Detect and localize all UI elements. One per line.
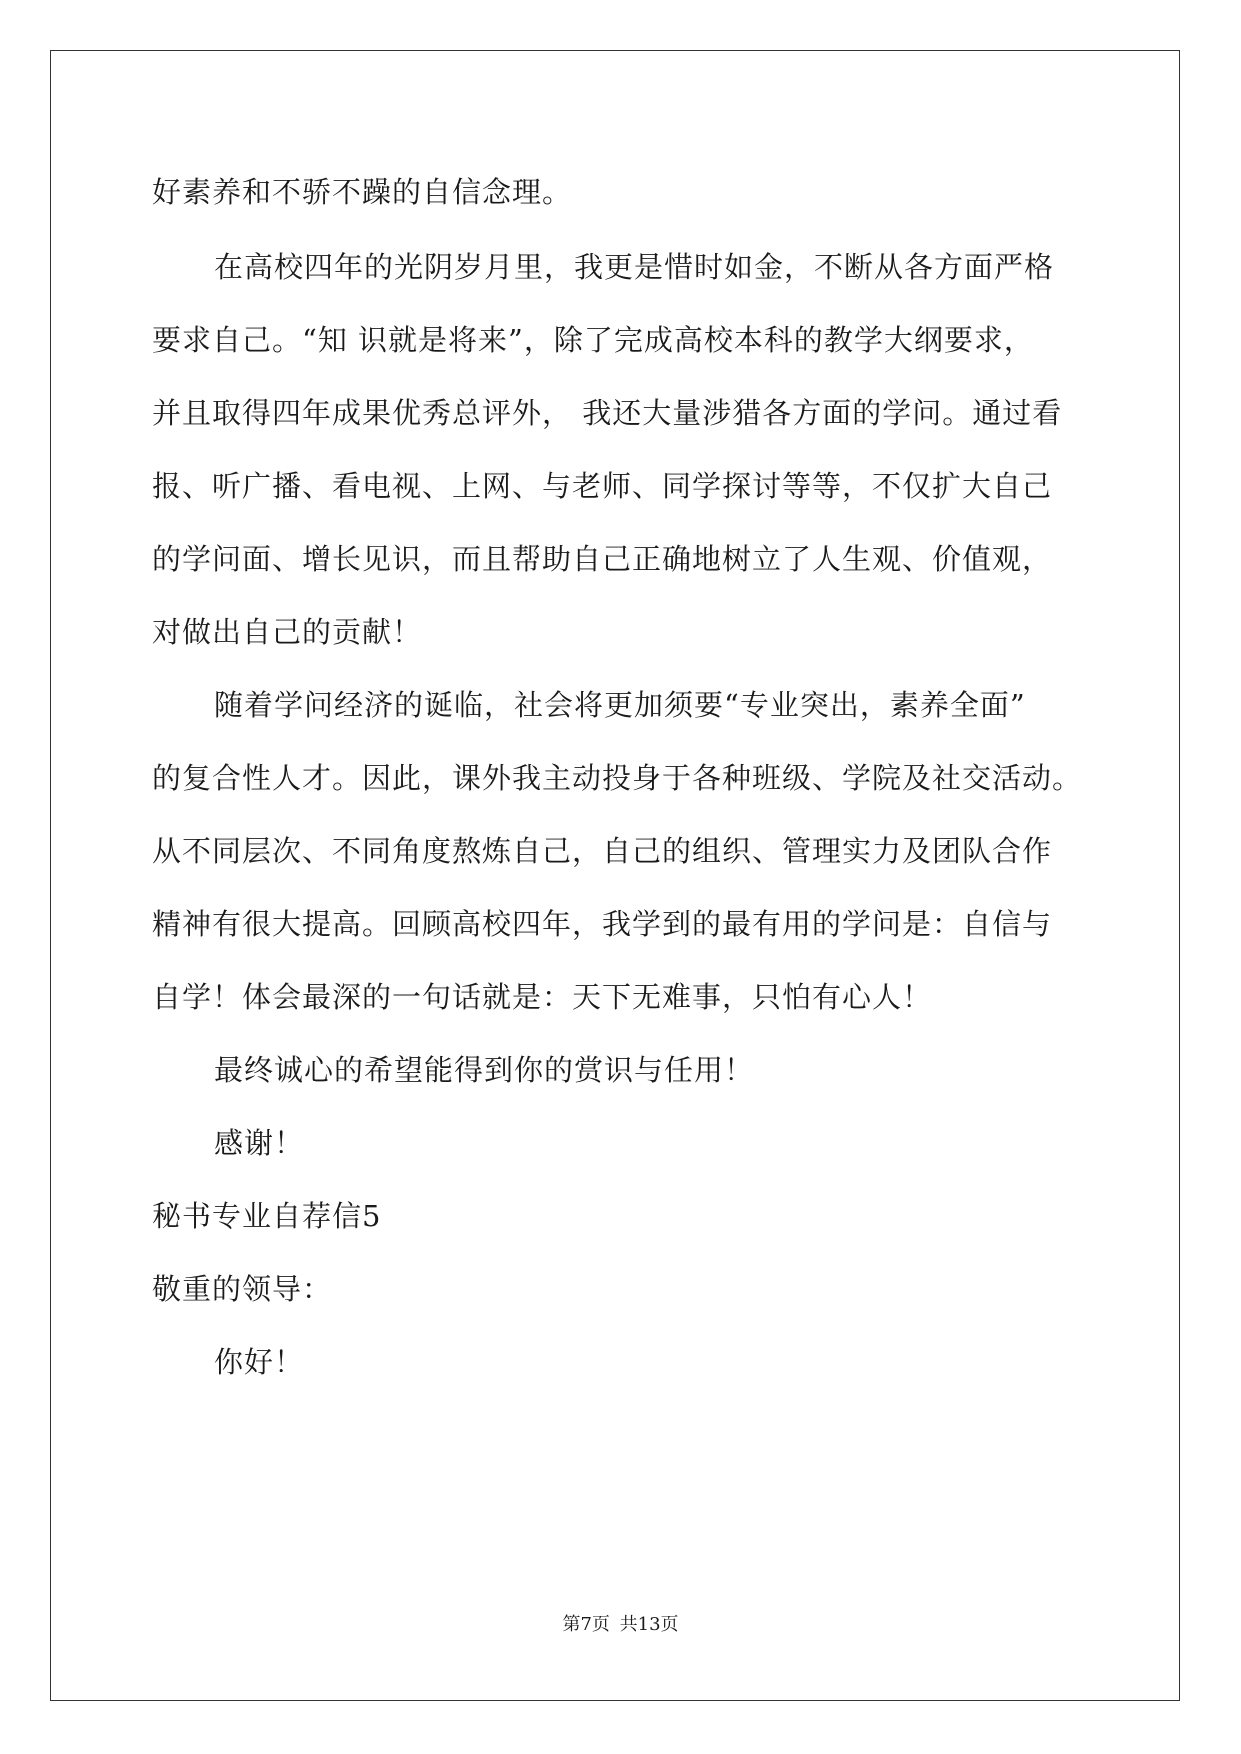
- section-title: 秘书专业自荐信5: [152, 1199, 382, 1233]
- text-line: 自学！体会最深的一句话就是：天下无难事，只怕有心人！: [152, 980, 933, 1014]
- page-number: 第7页: [562, 1614, 610, 1635]
- total-pages: 共13页: [619, 1614, 679, 1635]
- text-line: 对做出自己的贡献！: [152, 615, 423, 649]
- text-line: 的复合性人才。因此，课外我主动投身于各种班级、学院及社交活动。: [152, 761, 1083, 795]
- text-line: 精神有很大提高。回顾高校四年，我学到的最有用的学问是：自信与: [152, 907, 1053, 941]
- text-line: 好素养和不骄不躁的自信念理。: [152, 175, 573, 209]
- page-border: [50, 50, 1180, 1701]
- salutation: 敬重的领导：: [152, 1272, 333, 1306]
- text-line: 报、听广播、看电视、上网、与老师、同学探讨等等，不仅扩大自己: [152, 469, 1053, 503]
- greeting: 你好！: [214, 1345, 305, 1379]
- text-line: 的学问面、增长见识，而且帮助自己正确地树立了人生观、价值观，: [152, 542, 1053, 576]
- text-line: 随着学问经济的诞临，社会将更加须要“专业突出，素养全面”: [214, 688, 1026, 722]
- text-line: 从不同层次、不同角度熬炼自己，自己的组织、管理实力及团队合作: [152, 834, 1053, 868]
- page-footer: [0, 1613, 1241, 1637]
- text-line: 并且取得四年成果优秀总评外， 我还大量涉猎各方面的学问。通过看: [152, 396, 1063, 430]
- text-line: 要求自己。“知 识就是将来”，除了完成高校本科的教学大纲要求，: [152, 323, 1034, 357]
- text-line: 感谢！: [214, 1126, 305, 1160]
- text-line: 在高校四年的光阴岁月里，我更是惜时如金，不断从各方面严格: [214, 250, 1055, 284]
- text-line: 最终诚心的希望能得到你的赏识与任用！: [214, 1053, 755, 1087]
